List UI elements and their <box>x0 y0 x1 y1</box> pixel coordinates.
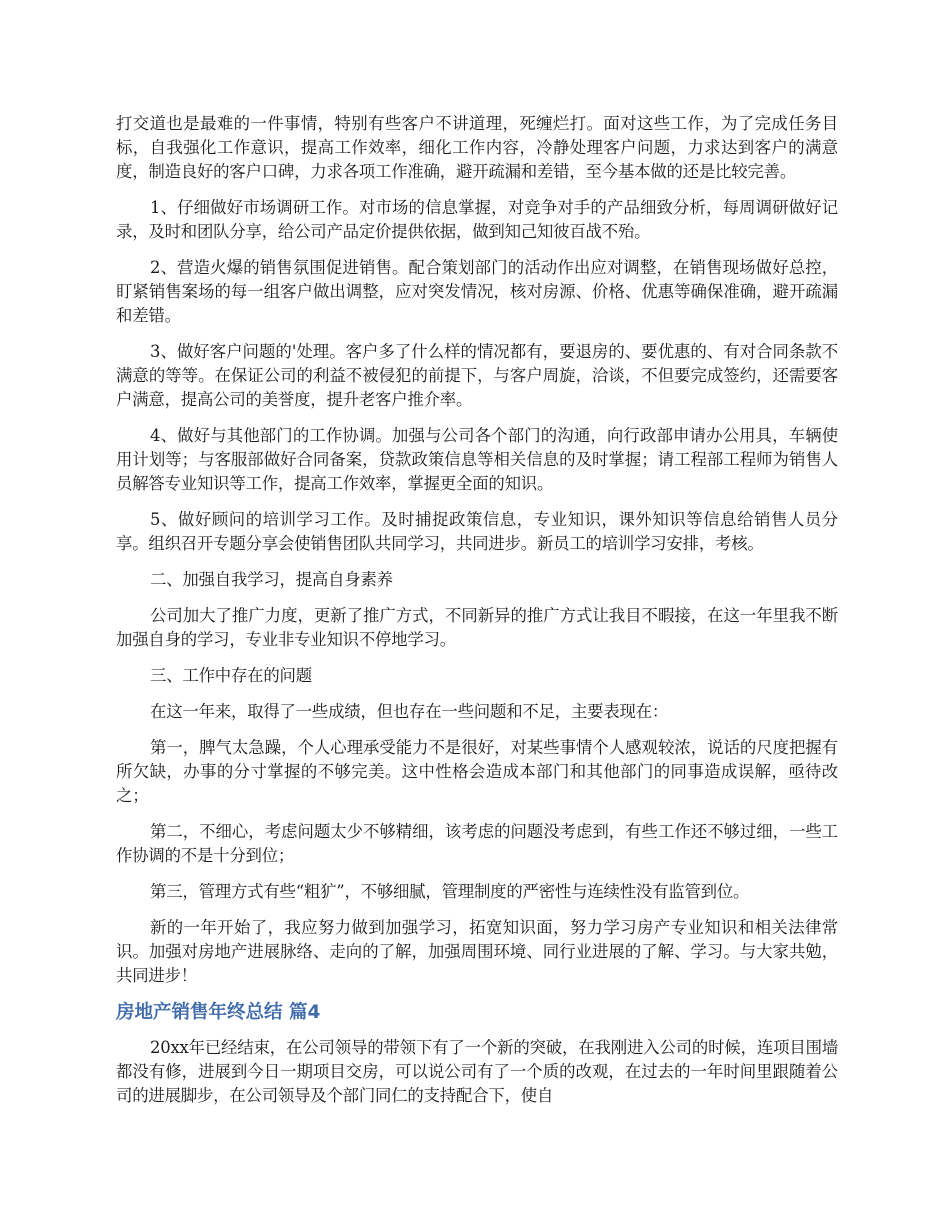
paragraph-problem-2: 第二，不细心，考虑问题太少不够精细，该考虑的问题没考虑到，有些工作还不够过细，一些工作协调的不是十分到位； <box>116 822 838 865</box>
document-body <box>116 112 838 1120</box>
paragraph-problems-intro: 在这一年来，取得了一些成绩，但也存在一些问题和不足，主要表现在： <box>150 702 669 721</box>
paragraph-section4-intro: 20xx年已经结束，在公司领导的带领下有了一个新的突破，在我刚进入公司的时候，连项目围墙都没有修，进展到今日一期项目交房，可以说公司有了一个质的改观，在过去的一年时间里跟随着公司的进展脚步，在公司领导及个部门同仁的支持配合下，使自 <box>116 1038 838 1105</box>
paragraph-item-3: 3、做好客户问题的'处理。客户多了什么样的情况都有，要退房的、要优惠的、有对合同条款不满意的等等。在保证公司的利益不被侵犯的前提下，与客户周旋，洽谈，不但要完成签约，还需要客户满意，提高公司的美誉度，提升老客户推介率。 <box>116 342 838 409</box>
paragraph-self-study: 公司加大了推广力度，更新了推广方式，不同新异的推广方式让我目不暇接，在这一年里我不断加强自身的学习，专业非专业知识不停地学习。 <box>116 606 838 649</box>
paragraph-new-year: 新的一年开始了，我应努力做到加强学习，拓宽知识面，努力学习房产专业知识和相关法律常识。加强对房地产进展脉络、走向的了解，加强周围环境、同行业进展的了解、学习。与大家共勉，共同进步！ <box>116 918 838 985</box>
paragraph-continuation: 打交道也是最难的一件事情，特别有些客户不讲道理，死缠烂打。面对这些工作，为了完成任务目标，自我强化工作意识，提高工作效率，细化工作内容，冷静处理客户问题，力求达到客户的满意度，制造良好的客户口碑，力求各项工作准确，避开疏漏和差错，至今基本做的还是比较完善。 <box>116 114 838 181</box>
subheading-self-study: 二、加强自我学习，提高自身素养 <box>150 570 393 589</box>
paragraph-item-1: 1、仔细做好市场调研工作。对市场的信息掌握，对竞争对手的产品细致分析，每周调研做好记录，及时和团队分享，给公司产品定价提供依据，做到知己知彼百战不殆。 <box>116 198 838 241</box>
section-heading: 房地产销售年终总结 篇4 <box>116 1002 321 1023</box>
subheading-problems: 三、工作中存在的问题 <box>150 666 312 685</box>
paragraph-item-2: 2、营造火爆的销售氛围促进销售。配合策划部门的活动作出应对调整，在销售现场做好总控，盯紧销售案场的每一组客户做出调整，应对突发情况，核对房源、价格、优惠等确保准确，避开疏漏和差错。 <box>116 258 838 325</box>
paragraph-item-5: 5、做好顾问的培训学习工作。及时捕捉政策信息，专业知识，课外知识等信息给销售人员分享。组织召开专题分享会使销售团队共同学习，共同进步。新员工的培训学习安排，考核。 <box>116 510 838 553</box>
paragraph-problem-1: 第一，脾气太急躁，个人心理承受能力不是很好，对某些事情个人感观较浓，说话的尺度把握有所欠缺，办事的分寸掌握的不够完美。这中性格会造成本部门和其他部门的同事造成误解，亟待改之； <box>116 738 838 805</box>
paragraph-item-4: 4、做好与其他部门的工作协调。加强与公司各个部门的沟通，向行政部申请办公用具，车辆使用计划等；与客服部做好合同备案，贷款政策信息等相关信息的及时掌握；请工程部工程师为销售人员解答专业知识等工作，提高工作效率，掌握更全面的知识。 <box>116 426 838 493</box>
paragraph-problem-3: 第三，管理方式有些“粗犷”，不够细腻，管理制度的严密性与连续性没有监管到位。 <box>150 882 750 901</box>
